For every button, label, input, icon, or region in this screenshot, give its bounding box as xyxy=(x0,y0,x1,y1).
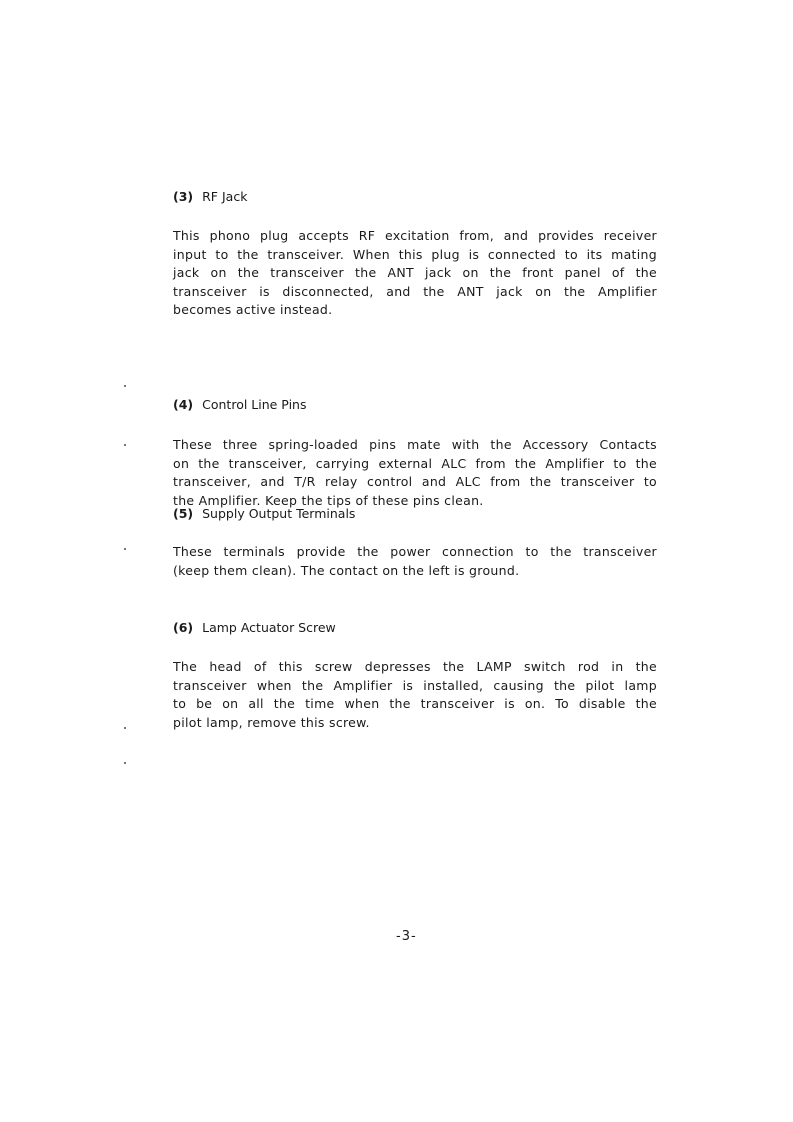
section-number: (3) xyxy=(173,189,194,204)
heading-control-line-pins xyxy=(173,397,306,413)
scan-speck xyxy=(124,727,126,729)
scan-speck xyxy=(124,385,126,387)
paragraph-lamp-actuator-screw xyxy=(173,658,657,732)
text-line: (keep them clean). The contact on the left is ground. xyxy=(173,562,520,578)
text-line: pilot lamp, remove this screw. xyxy=(173,714,370,730)
scan-speck xyxy=(124,444,126,446)
text-line: transceiver is disconnected, and the ANT jack on the Amplifier xyxy=(173,283,657,299)
text-line: These terminals provide the power connection to the transceiver xyxy=(173,544,657,559)
scan-speck xyxy=(124,548,126,550)
scan-speck xyxy=(124,762,126,764)
paragraph-control-line-pins xyxy=(173,436,657,510)
section-title: RF Jack xyxy=(202,189,248,204)
heading-lamp-actuator-screw xyxy=(173,620,336,636)
text-line: This phono plug accepts RF excitation from, and provides receiver xyxy=(173,228,657,243)
section-number: (6) xyxy=(173,620,194,635)
heading-supply-output-terminals xyxy=(173,506,355,522)
section-title: Supply Output Terminals xyxy=(202,506,356,521)
text-line: becomes active instead. xyxy=(173,302,333,318)
paragraph-supply-output-terminals xyxy=(173,543,657,580)
paragraph-rf-jack xyxy=(173,227,657,320)
heading-rf-jack xyxy=(173,189,247,205)
page-number: -3- xyxy=(396,929,417,944)
text-line: input to the transceiver. When this plug is connected to its mating xyxy=(173,246,657,262)
text-line: These three spring-loaded pins mate with the Accessory Contacts xyxy=(173,437,657,452)
text-line: transceiver, and T/R relay control and ALC from the transceiver to xyxy=(173,474,657,490)
text-line: The head of this screw depresses the LAMP switch rod in the xyxy=(173,659,657,674)
text-line: jack on the transceiver the ANT jack on the front panel of the xyxy=(173,265,657,281)
text-line: to be on all the time when the transceiver is on. To disable the xyxy=(173,696,657,712)
text-line: the Amplifier. Keep the tips of these pins clean. xyxy=(173,492,484,508)
section-number: (4) xyxy=(173,397,194,412)
section-number: (5) xyxy=(173,506,194,521)
section-title: Control Line Pins xyxy=(202,397,307,412)
text-line: transceiver when the Amplifier is installed, causing the pilot lamp xyxy=(173,677,657,693)
text-line: on the transceiver, carrying external ALC from the Amplifier to the xyxy=(173,455,657,471)
section-title: Lamp Actuator Screw xyxy=(202,620,336,635)
